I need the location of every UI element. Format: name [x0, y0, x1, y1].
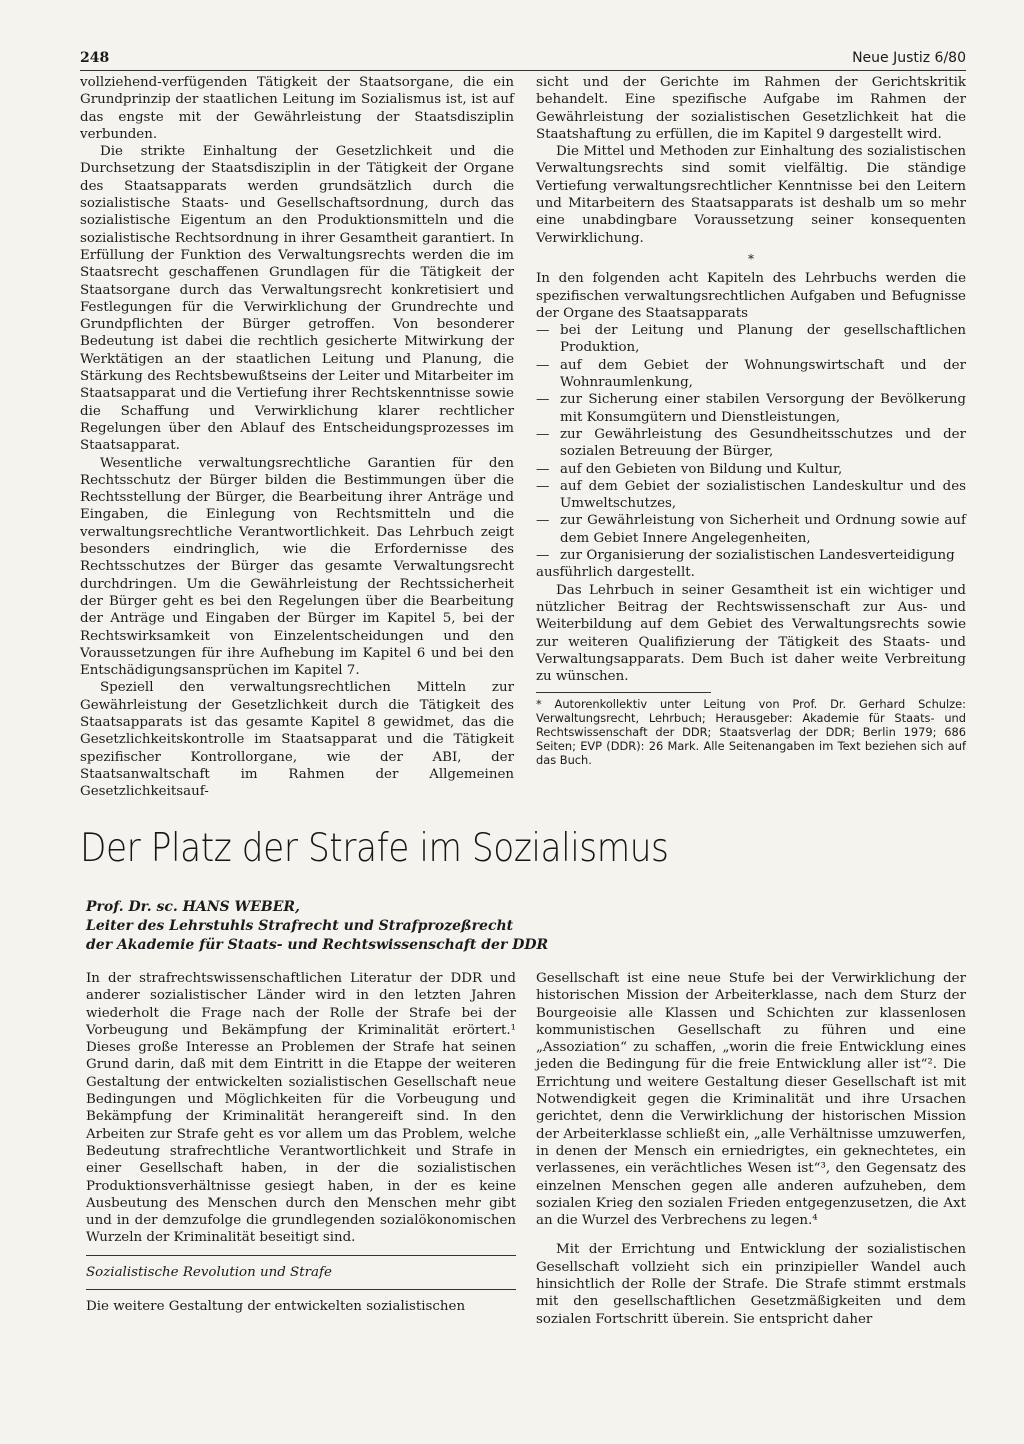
author-position: Leiter des Lehrstuhls Strafrecht und Strafprozeßrecht — [86, 918, 514, 934]
list-item: — auf den Gebieten von Bildung und Kultur, — [536, 461, 966, 478]
paragraph: Die strikte Einhaltung der Gesetzlichkeit und die Durchsetzung der Staatsdisziplin in der Tätigkeit der Organe des Staatsapparats werden grundsätzlich durch die sozialistische Staats- und Gesellschaftsordnung, durch das sozialistische Eigentum an den Produktionsmitteln und die sozialistische Rechtsordnung in ihrer Gesamtheit garantiert. In Erfüllung der Funktion des Verwaltungsrechts werden die im Staatsrecht geschaffenen Grundlagen für die Tätigkeit der Staatsorgane durch das Verwaltungsrecht konkretisiert und Festlegungen für die Verwirklichung der Grundrechte und Grundpflichten der Bürger getroffen. Von besonderer Bedeutung ist dabei die rechtlich gesicherte Mitwirkung der Werktätigen an der staatlichen Leitung und Planung, die Stärkung des Rechtsbewußtseins der Leiter und Mitarbeiter im Staatsapparat und die Vertiefung ihrer Rechtskenntnisse sowie die Schaffung und Verwirklichung klarer rechtlicher Regelungen über den Ablauf des Entscheidungsprozesses im Staatsapparat. — [80, 144, 514, 454]
list-item: — bei der Leitung und Planung der gesellschaftlichen Produktion, — [536, 322, 966, 357]
bottom-right-column — [536, 970, 966, 1328]
footnote: * Autorenkollektiv unter Leitung von Prof. Dr. Gerhard Schulze: Verwaltungsrecht, Lehrbuch; Herausgeber: Akademie für Staats- und Rechtswissenschaft der DDR; Staatsverlag der DDR; Berlin 1979; 686 Seiten; EVP (DDR): 26 Mark. Alle Seitenangaben im Text beziehen sich auf das Buch. — [536, 697, 966, 768]
task-list — [536, 322, 966, 564]
paragraph: Das Lehrbuch in seiner Gesamtheit ist ein wichtiger und nützlicher Beitrag der Rechtswissenschaft zur Aus- und Weiterbildung auf dem Gebiet des Verwaltungsrechts sowie zur weiteren Qualifizierung der Tätigkeit des Staats- und Verwaltungsapparats. Dem Buch ist daher weite Verbreitung zu wünschen. — [536, 582, 966, 685]
paragraph: vollziehend-verfügenden Tätigkeit der Staatsorgane, die ein Grundprinzip der staatlichen Leitung im Sozialismus ist, ist auf das engste mit der Gewährleistung der Staatsdisziplin verbunden. — [80, 75, 514, 142]
top-right-column — [536, 74, 966, 768]
author-name: Prof. Dr. sc. HANS WEBER, — [86, 899, 300, 915]
list-item: — zur Organisierung der sozialistischen Landesverteidigung — [536, 547, 966, 564]
page-number: 248 — [80, 50, 110, 66]
section-rule — [86, 1255, 516, 1256]
list-item: — zur Gewährleistung von Sicherheit und Ordnung sowie auf dem Gebiet Innere Angelegenheiten, — [536, 512, 966, 547]
list-item: — auf dem Gebiet der Wohnungswirtschaft und der Wohnraumlenkung, — [536, 357, 966, 392]
author-institution: der Akademie für Staats- und Rechtswissenschaft der DDR — [86, 937, 549, 953]
section-heading: Sozialistische Revolution und Strafe — [86, 1264, 332, 1280]
list-item: — zur Sicherung einer stabilen Versorgung der Bevölkerung mit Konsumgütern und Dienstleistungen, — [536, 391, 966, 426]
bottom-left-column — [86, 970, 516, 1315]
paragraph: ausführlich dargestellt. — [536, 565, 695, 581]
paragraph: Die weitere Gestaltung der entwickelten sozialistischen — [86, 1299, 466, 1315]
paragraph: Gesellschaft ist eine neue Stufe bei der Verwirklichung der historischen Mission der Arbeiterklasse, nach dem Sturz der Bourgeoisie alle Klassen und Schichten zur klassenlosen kommunistischen Gesellschaft zu führen und eine „Assoziation“ zu schaffen, „worin die freie Entwicklung eines jeden die Bedingung für die freie Entwicklung aller ist“². Die Errichtung und weitere Gestaltung dieser Gesellschaft ist mit Notwendigkeit gegen die Kriminalität und ihre Ursachen gerichtet, denn die Verwirklichung der historischen Mission der Arbeiterklasse schließt ein, „alle Verhältnisse umzuwerfen, in denen der Mensch ein erniedrigtes, ein geknechtetes, ein verlassenes, ein verächtliches Wesen ist“³, den Gegensatz des einzelnen Menschen gegen alle anderen aufzuheben, dem sozialen Krieg den sozialen Frieden entgegenzusetzen, die Axt an die Wurzel des Verbrechens zu legen.⁴ — [536, 971, 966, 1229]
author-block — [86, 898, 548, 955]
section-rule — [86, 1289, 516, 1290]
paragraph: sicht und der Gerichte im Rahmen der Gerichtskritik behandelt. Eine spezifische Aufgabe im Rahmen der Gewährleistung der sozialistischen Gesetzlichkeit hat die Staatshaftung zu erfüllen, die im Kapitel 9 dargestellt wird. — [536, 75, 966, 142]
paragraph: In der strafrechtswissenschaftlichen Literatur der DDR und anderer sozialistischer Länder wird in den letzten Jahren wiederholt die Frage nach der Rolle der Strafe bei der Vorbeugung und Bekämpfung der Kriminalität erörtert.¹ Dieses große Interesse an Problemen der Strafe hat seinen Grund darin, daß mit dem Eintritt in die Etappe der weiteren Gestaltung der entwickelten sozialistischen Gesellschaft neue Bedingungen und Möglichkeiten für die Vorbeugung und Bekämpfung der Kriminalität herangereift sind. In den Arbeiten zur Strafe geht es vor allem um das Problem, welche Bedeutung strafrechtliche Verantwortlichkeit und Strafe in einer Gesellschaft haben, in der die sozialistischen Produktionsverhältnisse gesiegt haben, in der es keine Ausbeutung des Menschen durch den Menschen mehr gibt und in der demzufolge die grundlegenden sozialökonomischen Wurzeln der Kriminalität beseitigt sind. — [86, 971, 516, 1246]
list-item: — auf dem Gebiet der sozialistischen Landeskultur und des Umweltschutzes, — [536, 478, 966, 513]
list-item: — zur Gewährleistung des Gesundheitsschutzes und der sozialen Betreuung der Bürger, — [536, 426, 966, 461]
footnote-rule — [536, 692, 711, 693]
top-left-column — [80, 74, 514, 800]
paragraph: In den folgenden acht Kapiteln des Lehrbuchs werden die spezifischen verwaltungsrechtlichen Aufgaben und Befugnisse der Organe des Staatsapparats — [536, 271, 966, 321]
paragraph: Speziell den verwaltungsrechtlichen Mitteln zur Gewährleistung der Gesetzlichkeit durch die Tätigkeit des Staatsapparats ist das gesamte Kapitel 8 gewidmet, das die Gesetzlichkeitskontrolle im Staatsapparat und die Tätigkeit spezifischer Kontrollorgane, wie der ABI, der Staatsanwaltschaft im Rahmen der Allgemeinen Gesetzlichkeitsauf- — [80, 680, 514, 800]
journal-issue: Neue Justiz 6/80 — [852, 50, 966, 66]
paragraph: Wesentliche verwaltungsrechtliche Garantien für den Rechtsschutz der Bürger bilden die Bestimmungen über die Rechtsstellung der Bürger, die Bearbeitung ihrer Anträge und Eingaben, die Einlegung von Rechtsmitteln und die verwaltungsrechtliche Verantwortlichkeit. Das Lehrbuch zeigt besonders eindringlich, wie die Erfordernisse des Rechtsschutzes der Bürger das gesamte Verwaltungsrecht durchdringen. Um die Gewährleistung der Rechtssicherheit der Bürger geht es bei den Regelungen über die Bearbeitung der Anträge und Eingaben der Bürger im Kapitel 5, bei der Rechtswirksamkeit von Einzelentscheidungen und den Voraussetzungen für ihre Aufhebung im Kapitel 6 und bei den Entschädigungsansprüchen im Kapitel 7. — [80, 455, 514, 679]
article-title: Der Platz der Strafe im Sozialismus — [80, 826, 669, 871]
paragraph: Mit der Errichtung und Entwicklung der sozialistischen Gesellschaft vollzieht sich ein prinzipieller Wandel auch hinsichtlich der Rolle der Strafe. Die Strafe stimmt erstmals mit den gesellschaftlichen Gesetzmäßigkeiten und dem sozialen Fortschritt überein. Sie entspricht daher — [536, 1242, 966, 1327]
paragraph: Die Mittel und Methoden zur Einhaltung des sozialistischen Verwaltungsrechts sind somit vielfältig. Die ständige Vertiefung verwaltungsrechtlicher Kenntnisse bei den Leitern und Mitarbeitern des Staatsapparats ist deshalb um so mehr eine unabdingbare Voraussetzung seiner konsequenten Verwirklichung. — [536, 144, 966, 246]
header-rule — [80, 70, 966, 71]
section-separator-star: * — [748, 251, 754, 266]
